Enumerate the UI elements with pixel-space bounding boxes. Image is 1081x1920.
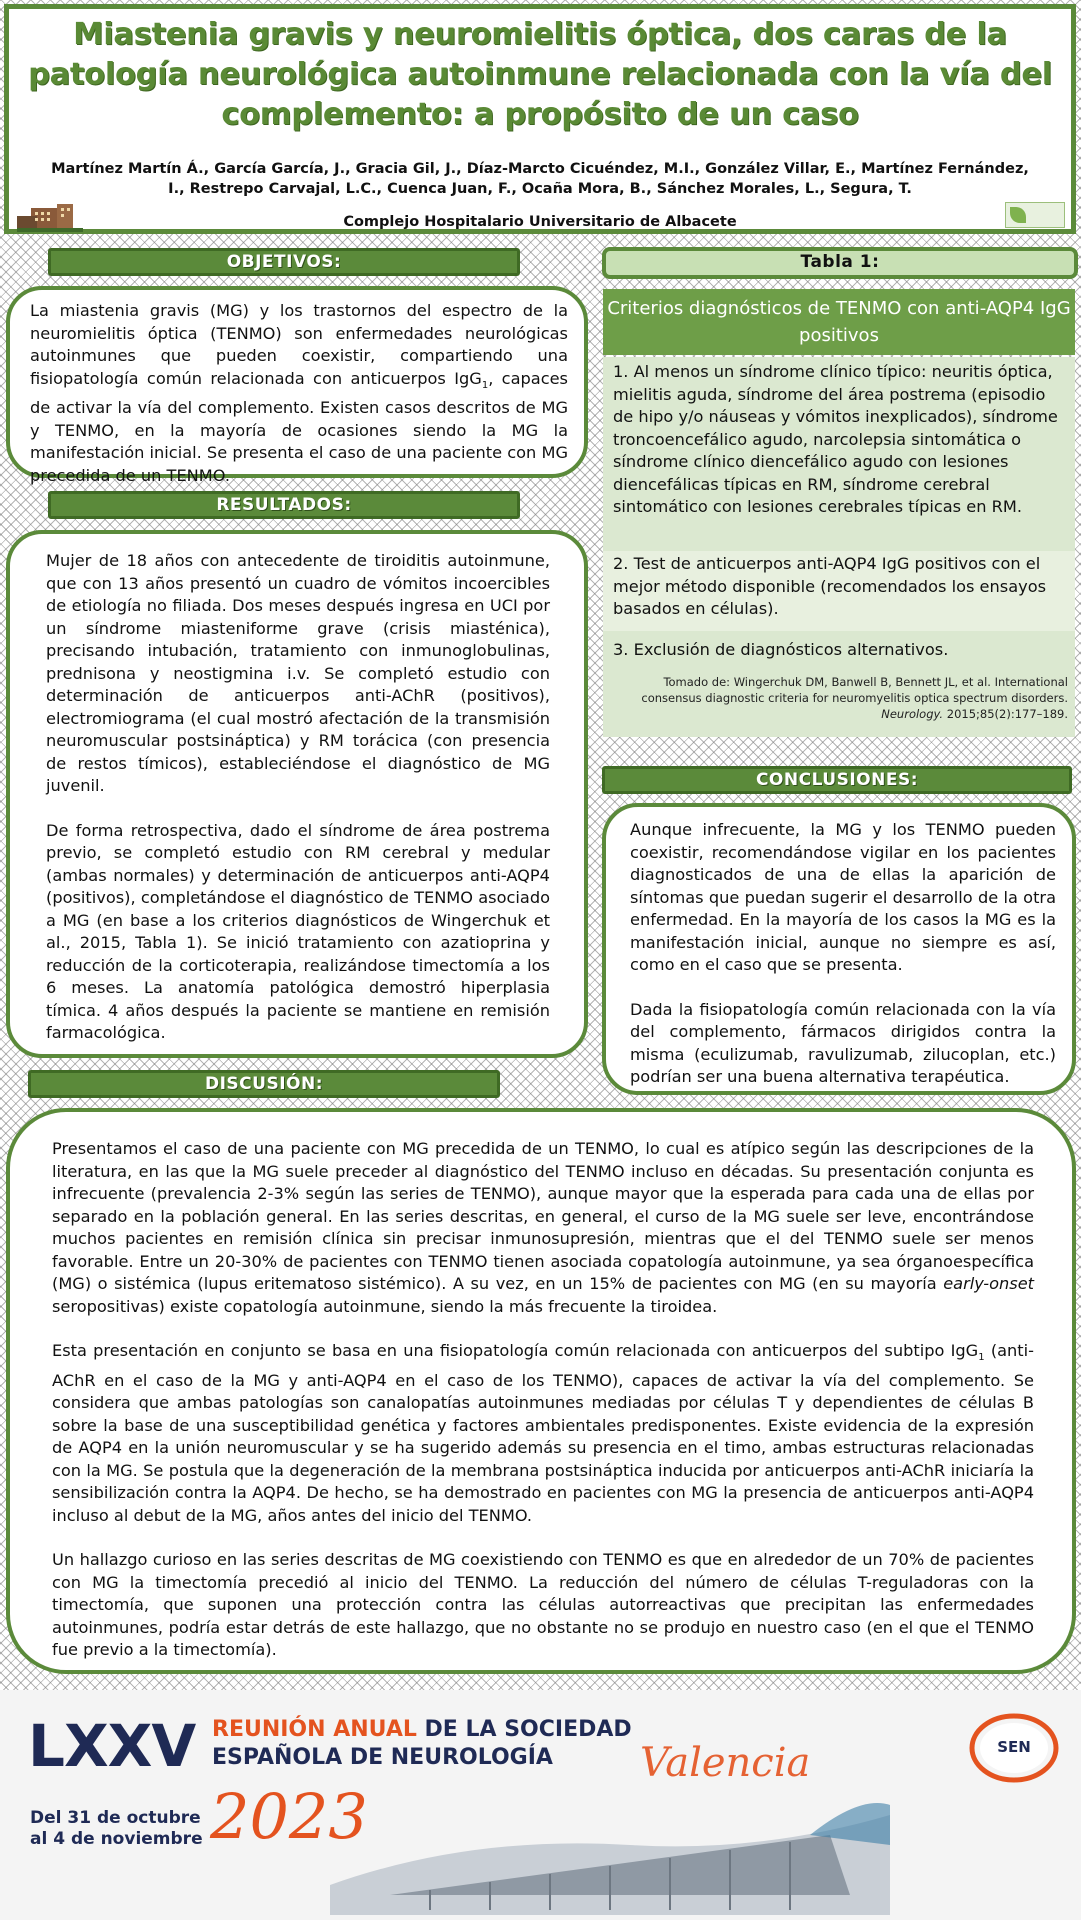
conclusiones-paragraph-1: Aunque infrecuente, la MG y los TENMO pueden coexistir, recomendándose vigilar en los pacientes diagnosticados de una de ellas la aparición de síntomas que puedan sugerir el desarrollo de la otra enfermedad. En la mayoría de los casos la MG es la manifestación inicial, aunque no siempre es así, como en el caso que se presenta. bbox=[630, 820, 1056, 974]
affiliation: Complejo Hospitalario Universitario de Albacete bbox=[343, 214, 737, 230]
discusion-paragraph-2: Esta presentación en conjunto se basa en una fisiopatología común relacionada con anticuerpos del subtipo IgG$_1$ (anti-AChR en el caso de la MG y anti-AQP4 en el caso de los TENMO), capaces de activar la vía del complemento. Se considera que ambas patologías son canalopatías autoinmunes mediadas por células T y dependientes de células B sobre la base de una susceptibilidad genética y factores ambientales predisponentes. Existe evidencia de la expresión de AQP4 en la unión neuromuscular y se ha sugerido además su presencia en el timo, ambas estructuras relacionadas con la MG. Se postula que la degeneración de la membrana postsináptica inducida por anticuerpos anti-AChR iniciaría la sensibilización contra la AQP4. De hecho, se ha demostrado en pacientes con MG la presencia de anticuerpos anti-AQP4 incluso al debut de la MG, años antes del inicio del TENMO. bbox=[52, 1341, 1034, 1525]
valencia-building-icon bbox=[330, 1775, 890, 1915]
tabla1-heading: Tabla 1: bbox=[602, 247, 1078, 279]
poster-title: Miastenia gravis y neuromielitis óptica, dos caras de la patología neurológica autoinmune relacionada con la vía del complemento: a propósito de un caso bbox=[28, 17, 1052, 132]
congress-dates: Del 31 de octubre al 4 de noviembre bbox=[30, 1808, 203, 1849]
objetivos-box bbox=[6, 286, 588, 485]
conclusiones-paragraph-2: Dada la fisiopatología común relacionada con la vía del complemento, fármacos dirigidos contra la misma (eculizumab, ravulizumab, zilucoplan, etc.) podrían ser una buena alternativa terapéutica. bbox=[630, 999, 1056, 1086]
resultados-heading: RESULTADOS: bbox=[48, 491, 520, 519]
objetivos-text: La miastenia gravis (MG) y los trastornos del espectro de la neuromielitis óptica (TENMO) son enfermedades neurológicas autoinmunes que pueden coexistir, compartiendo una fisiopatología común relacionada con anticuerpos IgG$_1$, capaces de activar la vía del complemento. Existen casos descritos de MG y TENMO, en la mayoría de ocasiones siendo la MG la manifestación inicial. Se presenta el caso de una paciente con MG precedida de un TENMO. bbox=[30, 301, 568, 485]
discusion-paragraph-1: Presentamos el caso de una paciente con MG precedida de un TENMO, lo cual es atípico según las descripciones de la literatura, en las que la MG suele preceder al diagnóstico del TENMO incluso en décadas. Su presentación conjunta es infrecuente (prevalencia 2-3% según las series de TENMO), aunque mayor que la esperada para cada una de ellas por separado en la población general. En las series descritas, en general, el curso de la MG suele ser leve, encontrándose muchos pacientes en remisión clínica sin precisar inmunosupresión, mientras que el del TENMO suele ser menos favorable. Entre un 20-30% de pacientes con TENMO tienen asociada copatología autoinmune, ya sea órganoespecífica (MG) o sistémica (lupus eritematoso sistémico). A su vez, en un 15% de pacientes con MG (en su mayoría early-onset seropositivas) existe copatología autoinmune, siendo la más frecuente la tiroidea. bbox=[52, 1139, 1034, 1316]
hospital-building-icon bbox=[17, 202, 83, 232]
discusion-paragraph-3: Un hallazgo curioso en las series descritas de MG coexistiendo con TENMO es que en alrededor de un 70% de pacientes con MG la timectomía precedió al inicio del TENMO. La reducción del número de células T-reguladoras con la timectomía, que suponen una protección contra las células autorreactivas que precipitan las enfermedades autoinmunes, podría estar detrás de este hallazgo, que no obstante no se produjo en nuestro caso (en el que el TENMO fue previo a la timectomía). bbox=[52, 1550, 1034, 1660]
congress-name-line-1: REUNIÓN ANUAL DE LA SOCIEDAD bbox=[212, 1717, 632, 1742]
sen-logo-text: SEN bbox=[997, 1738, 1031, 1756]
congress-name-line-2: ESPAÑOLA DE NEUROLOGÍA bbox=[212, 1745, 553, 1770]
resultados-box bbox=[6, 530, 588, 1058]
tabla1-title: Criterios diagnósticos de TENMO con anti-AQP4 IgG positivos bbox=[603, 289, 1075, 355]
objetivos-heading: OBJETIVOS: bbox=[48, 248, 520, 276]
conclusiones-heading: CONCLUSIONES: bbox=[602, 766, 1072, 794]
conclusiones-box bbox=[602, 803, 1076, 1095]
discusion-box bbox=[6, 1108, 1076, 1674]
poster-header bbox=[4, 4, 1076, 234]
congress-year: 2023 bbox=[210, 1780, 368, 1853]
tabla1-source: Tomado de: Wingerchuk DM, Banwell B, Bennett JL, et al. International consensus diagnostic criteria for neuromyelitis optica spectrum disorders. Neurology. 2015;85(2):177–189. bbox=[641, 675, 1068, 721]
discusion-heading: DISCUSIÓN: bbox=[28, 1070, 500, 1098]
sen-mini-logo-icon bbox=[1005, 202, 1065, 228]
tabla1-criterion-1: 1. Al menos un síndrome clínico típico: neuritis óptica, mielitis aguda, síndrome del área postrema (episodio de hipo y/o náuseas y vómitos inexplicados), síndrome troncoencefálico agudo, narcolepsia sintomática o síndrome clínico diencefálico agudo con lesiones diencefálicas típicas en RM, síndrome cerebral sintomático con lesiones cerebrales típicas en RM. bbox=[613, 362, 1058, 516]
congress-city: Valencia bbox=[640, 1740, 811, 1786]
tabla1-criterion-2: 2. Test de anticuerpos anti-AQP4 IgG positivos con el mejor método disponible (recomendados los ensayos basados en células). bbox=[603, 551, 1075, 631]
authors: Martínez Martín Á., García García, J., Gracia Gil, J., Díaz-Marcto Cicuéndez, M.I., González Villar, E., Martínez Fernández, I., Restrepo Carvajal, L.C., Cuenca Juan, F., Ocaña Mora, B., Sánchez Morales, L., Segura, T. bbox=[51, 161, 1029, 197]
tabla1-criterion-3: 3. Exclusión de diagnósticos alternativos. bbox=[613, 640, 949, 659]
edition-number: LXXV bbox=[28, 1712, 196, 1780]
resultados-paragraph-1: Mujer de 18 años con antecedente de tiroiditis autoinmune, que con 13 años presentó un cuadro de vómitos incoercibles de etiología no filiada. Dos meses después ingresa en UCI por un síndrome miasteniforme grave (crisis miasténica), precisando intubación, tratamiento con inmunoglobulinas, prednisona y neostigmina i.v. Se completó estudio con determinación de anticuerpos anti-AChR (positivos), electromiograma (el cual mostró afectación de la transmisión neuromuscular postsináptica) y RM torácica (con presencia de restos tímicos), estableciéndose el diagnóstico de MG juvenil. bbox=[46, 551, 550, 795]
resultados-paragraph-2: De forma retrospectiva, dado el síndrome de área postrema previo, se completó estudio con RM cerebral y medular (ambas normales) y determinación de anticuerpos anti-AQP4 (positivos), completándose el diagnóstico de TENMO asociado a MG (en base a los criterios diagnósticos de Wingerchuk et al., 2015, Tabla 1). Se inició tratamiento con azatioprina y reducción de la corticoterapia, realizándose timectomía a los 6 meses. La anatomía patológica demostró hiperplasia tímica. 4 años después la paciente se mantiene en remisión farmacológica. bbox=[46, 820, 550, 1042]
